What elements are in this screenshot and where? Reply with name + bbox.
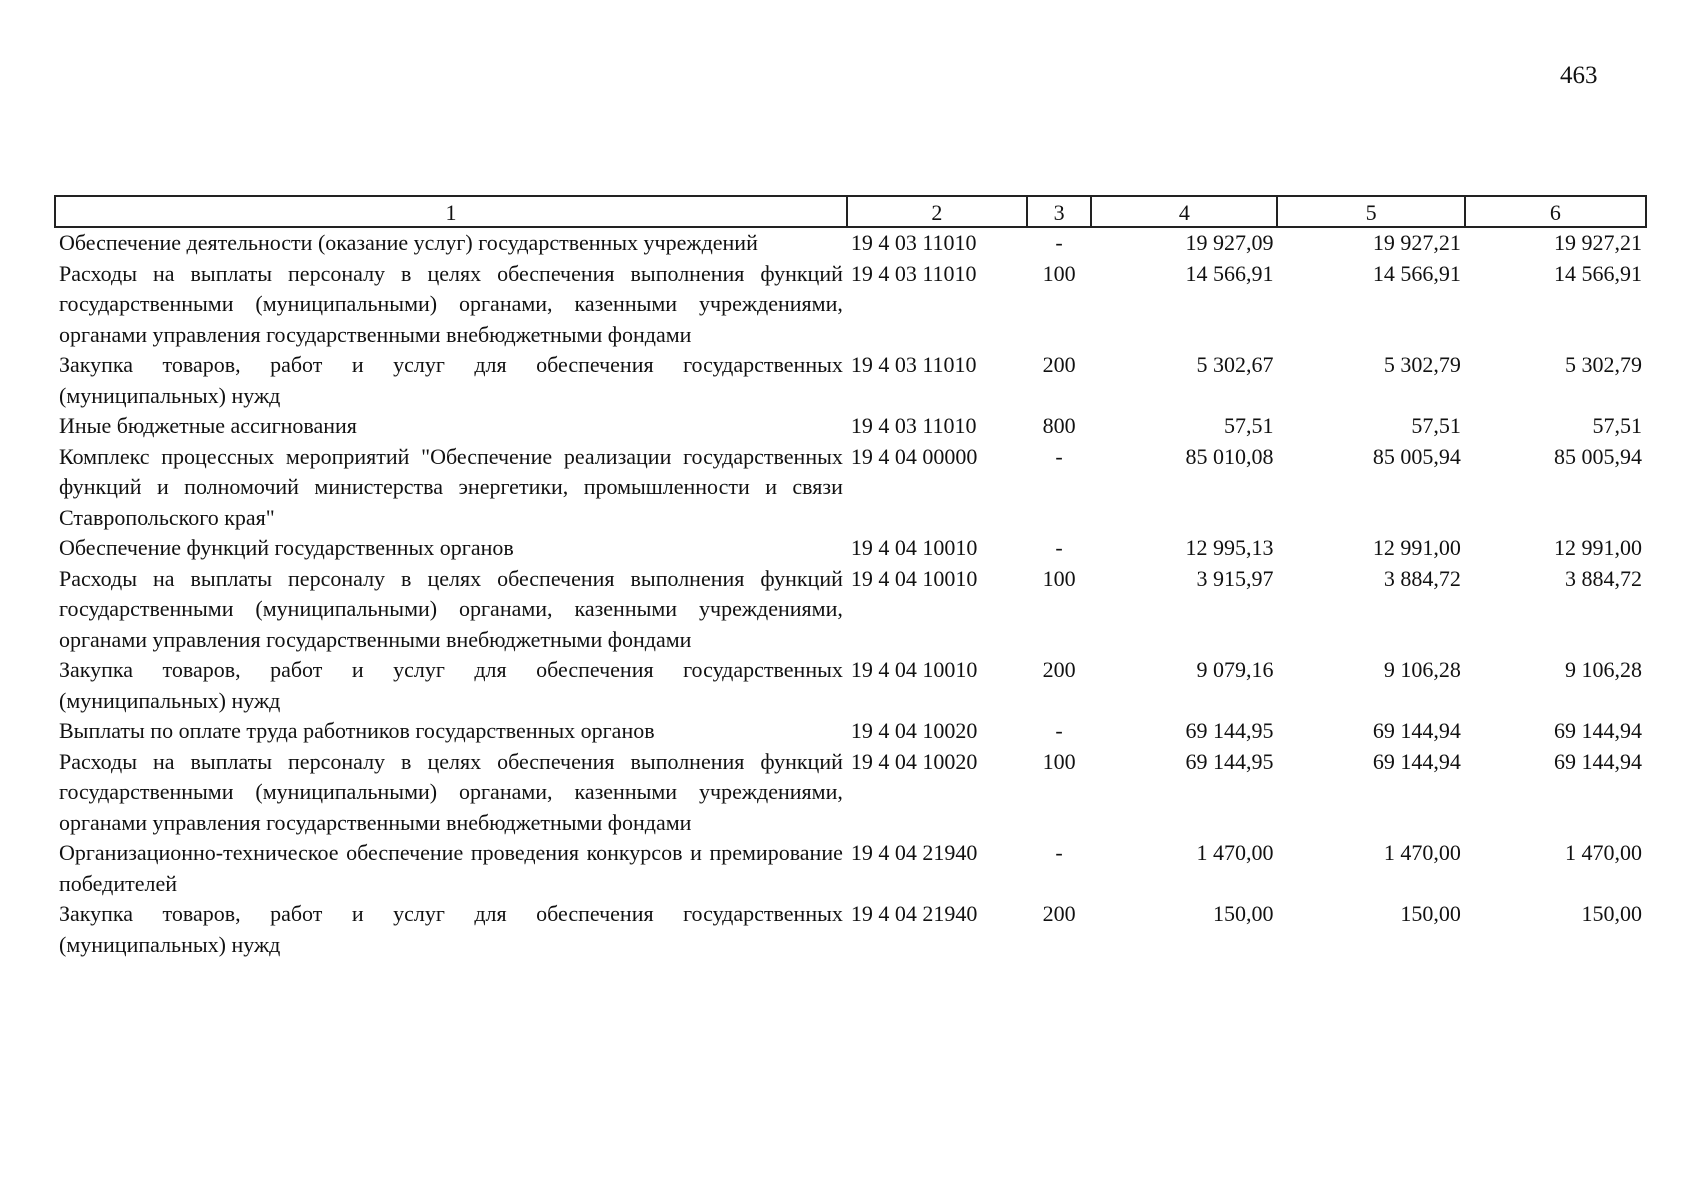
amount-col6: 85 005,94 (1554, 443, 1642, 469)
amount-col5: 5 302,79 (1383, 352, 1461, 377)
page-number: 463 (1560, 62, 1598, 89)
amount-col4: 85 010,08 (1185, 443, 1274, 469)
amount-col4: 57,51 (1223, 413, 1274, 438)
amount-col5: 12 991,00 (1372, 535, 1461, 560)
expense-type-code: 100 (1042, 565, 1076, 591)
table-row (55, 533, 1646, 564)
amount-col5: 57,51 (1411, 413, 1461, 438)
amount-col6: 14 566,91 (1554, 260, 1642, 286)
target-code: 19 4 04 10020 (850, 748, 978, 774)
expense-type-code: - (1055, 535, 1063, 560)
target-code: 19 4 04 21940 (850, 840, 978, 865)
expense-type-code: 200 (1042, 901, 1076, 926)
target-code: 19 4 04 00000 (850, 443, 978, 469)
item-name: Закупка товаров, работ и услуг для обеспечения государственных (муниципальных) нужд (59, 352, 843, 408)
item-name: Организационно-техническое обеспечение проведения конкурсов и премирование победителей (59, 840, 843, 896)
amount-col4: 150,00 (1212, 901, 1274, 926)
item-name: Расходы на выплаты персоналу в целях обеспечения выполнения функций государственными (муниципальными) органами, казенными учреждениями, органами управления государственными внебюджетными фондами (59, 260, 843, 347)
expense-type-code: 100 (1042, 748, 1076, 774)
amount-col6: 69 144,94 (1554, 718, 1642, 743)
target-code: 19 4 04 10010 (850, 657, 978, 682)
column-header: 5 (1277, 196, 1464, 227)
target-code: 19 4 03 11010 (850, 413, 977, 438)
amount-col4: 14 566,91 (1185, 260, 1274, 286)
expense-type-code: - (1055, 443, 1063, 469)
item-name: Расходы на выплаты персоналу в целях обеспечения выполнения функций государственными (муниципальными) органами, казенными учреждениями, органами управления государственными внебюджетными фондами (59, 748, 843, 835)
amount-col6: 69 144,94 (1554, 748, 1642, 774)
amount-col5: 3 884,72 (1383, 565, 1461, 591)
amount-col4: 69 144,95 (1185, 718, 1274, 743)
item-name: Расходы на выплаты персоналу в целях обеспечения выполнения функций государственными (муниципальными) органами, казенными учреждениями, органами управления государственными внебюджетными фондами (59, 565, 843, 652)
table-row (55, 716, 1646, 747)
expense-type-code: 100 (1042, 260, 1076, 286)
expense-type-code: - (1055, 840, 1063, 865)
item-name: Обеспечение функций государственных органов (59, 535, 514, 560)
item-name: Выплаты по оплате труда работников государственных органов (59, 718, 655, 743)
budget-table (54, 195, 1647, 960)
column-header: 2 (847, 196, 1027, 227)
target-code: 19 4 04 10010 (850, 535, 978, 560)
item-name: Комплекс процессных мероприятий "Обеспечение реализации государственных функций и полномочий министерства энергетики, промышленности и связи Ставропольского края" (59, 443, 843, 530)
amount-col5: 19 927,21 (1372, 230, 1461, 255)
item-name: Обеспечение деятельности (оказание услуг) государственных учреждений (59, 230, 758, 255)
table-row (55, 442, 1646, 534)
amount-col4: 5 302,67 (1196, 352, 1274, 377)
target-code: 19 4 04 10020 (850, 718, 978, 743)
table-row (55, 655, 1646, 716)
target-code: 19 4 03 11010 (850, 352, 977, 377)
amount-col6: 57,51 (1592, 413, 1642, 438)
expense-type-code: 800 (1042, 413, 1076, 438)
table-row (55, 227, 1646, 259)
amount-col5: 69 144,94 (1372, 748, 1461, 774)
table-row (55, 350, 1646, 411)
item-name: Закупка товаров, работ и услуг для обеспечения государственных (муниципальных) нужд (59, 901, 843, 957)
table-row (55, 411, 1646, 442)
target-code: 19 4 04 10010 (850, 565, 978, 591)
amount-col5: 69 144,94 (1372, 718, 1461, 743)
amount-col6: 9 106,28 (1565, 657, 1642, 682)
amount-col6: 12 991,00 (1554, 535, 1642, 560)
expense-type-code: - (1055, 230, 1063, 255)
expense-type-code: 200 (1042, 657, 1076, 682)
amount-col4: 9 079,16 (1196, 657, 1274, 682)
amount-col4: 12 995,13 (1185, 535, 1274, 560)
amount-col6: 3 884,72 (1565, 565, 1642, 591)
amount-col4: 1 470,00 (1196, 840, 1274, 865)
amount-col6: 5 302,79 (1565, 352, 1642, 377)
amount-col4: 3 915,97 (1196, 565, 1274, 591)
amount-col5: 14 566,91 (1372, 260, 1461, 286)
expense-type-code: 200 (1042, 352, 1076, 377)
table-row (55, 899, 1646, 960)
target-code: 19 4 04 21940 (850, 901, 978, 926)
table-row (55, 747, 1646, 839)
target-code: 19 4 03 11010 (850, 230, 977, 255)
amount-col6: 1 470,00 (1565, 840, 1642, 865)
table-row (55, 259, 1646, 351)
table-row (55, 564, 1646, 656)
table-body (55, 227, 1646, 960)
expense-type-code: - (1055, 718, 1063, 743)
column-header: 3 (1027, 196, 1091, 227)
amount-col4: 69 144,95 (1185, 748, 1274, 774)
amount-col5: 85 005,94 (1372, 443, 1461, 469)
column-header: 4 (1091, 196, 1277, 227)
item-name: Закупка товаров, работ и услуг для обеспечения государственных (муниципальных) нужд (59, 657, 843, 713)
column-header: 1 (55, 196, 847, 227)
table-row (55, 838, 1646, 899)
target-code: 19 4 03 11010 (850, 260, 977, 286)
amount-col6: 19 927,21 (1554, 230, 1642, 255)
column-header: 6 (1465, 196, 1646, 227)
amount-col6: 150,00 (1581, 901, 1642, 926)
amount-col5: 9 106,28 (1383, 657, 1461, 682)
item-name: Иные бюджетные ассигнования (59, 413, 357, 438)
table-header-row (55, 196, 1646, 227)
amount-col5: 1 470,00 (1383, 840, 1461, 865)
amount-col4: 19 927,09 (1185, 230, 1274, 255)
amount-col5: 150,00 (1400, 901, 1461, 926)
